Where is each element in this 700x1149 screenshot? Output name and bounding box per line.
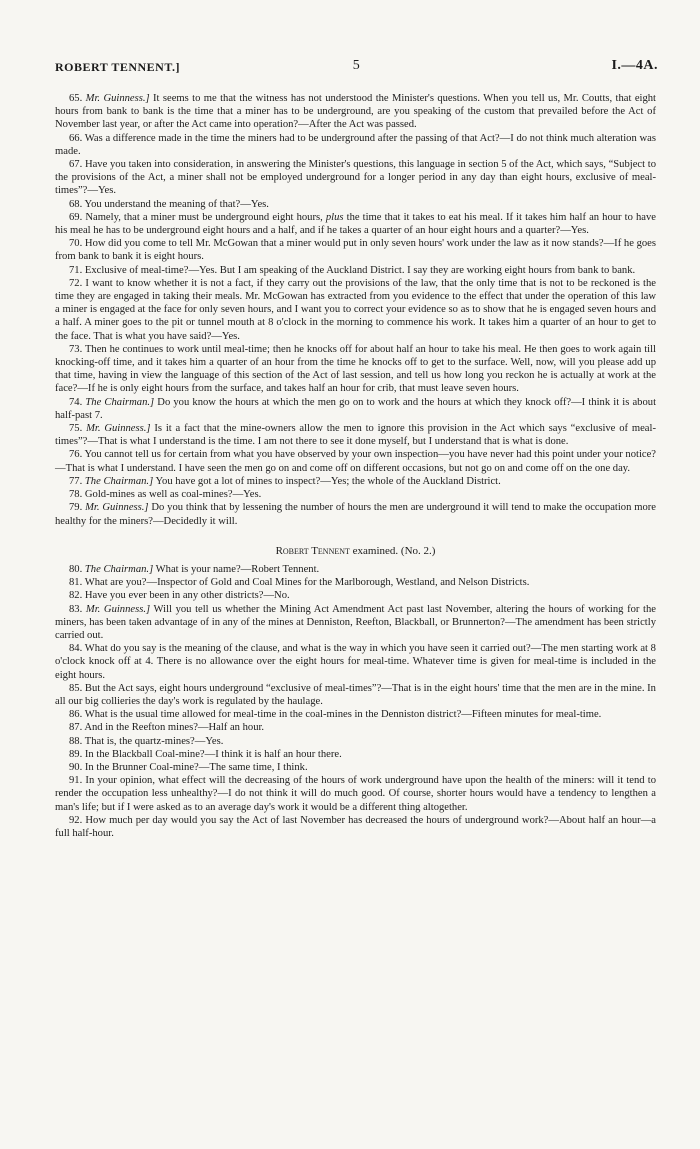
- testimony-paragraph: [55, 448, 656, 474]
- testimony-text: Exclusive of meal-time?—Yes. But I am speaking of the Auckland District. I say they are working eight hours from bank to bank.: [84, 264, 636, 276]
- testimony-text: Namely, that a miner must be underground eight hours, plus the time that it takes to eat his meal. If it takes him half an hour to have his meal he has to be underground eight hours and a half, and if he takes a quarter of an hour eight hours and a quarter?—Yes.: [55, 211, 656, 237]
- speaker-label: The Chairman.]: [84, 475, 154, 487]
- speaker-label: Mr. Guinness.]: [85, 93, 150, 104]
- testimony-text: Have you ever been in any other districts?—No.: [84, 590, 290, 602]
- testimony-text: It seems to me that the witness has not understood the Minister's questions. When you tell us, Mr. Coutts, that eight hours from bank to bank is the time that a miner has to be underground, are you speaking of the custom that prevailed before the Act of November last year, or after the Act came into operation?—After the Act was passed.: [55, 93, 657, 131]
- testimony-text: In the Blackball Coal-mine?—I think it is half an hour there.: [84, 748, 342, 760]
- testimony-text: In the Brunner Coal-mine?—The same time, I think.: [84, 761, 308, 773]
- testimony-paragraph: [55, 264, 656, 277]
- document-body: [55, 92, 656, 840]
- question-number: 76.: [69, 449, 83, 461]
- section-heading-rest: examined. (No. 2.): [349, 544, 436, 557]
- question-number: 84.: [69, 643, 83, 655]
- testimony-section-2: [55, 563, 656, 840]
- testimony-text: You have got a lot of mines to inspect?—Yes; the whole of the Auckland District.: [153, 475, 501, 487]
- testimony-text: But the Act says, eight hours underground “exclusive of meal-times”?—That is in the eight hours' time that the men are in the mine. In all our big collieries the day's work is regulated by the haulage.: [55, 682, 656, 707]
- question-number: 82.: [69, 590, 83, 602]
- testimony-paragraph: [55, 682, 656, 708]
- testimony-text: And in the Reefton mines?—Half an hour.: [84, 722, 265, 734]
- question-number: 69.: [69, 211, 83, 223]
- testimony-text: Do you think that by lessening the number of hours the men are underground it will tend to make the occupation more healthy for the miners?—Decidedly it will.: [55, 502, 656, 527]
- speaker-label: Mr. Guinness.]: [86, 423, 151, 435]
- testimony-text: You cannot tell us for certain from what you have observed by your own inspection—you have never had this point under your notice?—That is what I understand. I have seen the men go on and come off on different occasions, but not go on and come off on the one day.: [55, 449, 656, 474]
- running-head: ROBERT TENNENT.]: [55, 60, 180, 74]
- testimony-paragraph: [55, 589, 656, 602]
- question-number: 91.: [69, 775, 83, 787]
- testimony-paragraph: [55, 198, 656, 211]
- question-number: 68.: [69, 198, 83, 210]
- testimony-text: Will you tell us whether the Mining Act Amendment Act past last November, altering the hours of working for the miners, has been taken advantage of in any of the mines at Denniston, Reefton, Blackball, or Brunnerton?—The amendment has been strictly carried out.: [55, 603, 656, 641]
- question-number: 86.: [69, 709, 83, 721]
- testimony-text: Have you taken into consideration, in answering the Minister's questions, this language in section 5 of the Act, which says, “Subject to the provisions of the Act, a miner shall not be employed underground for a longer period in any day than eight hours, exclusive of meal-times”?—Yes.: [55, 159, 656, 197]
- testimony-paragraph: [55, 475, 656, 488]
- testimony-text: Then he continues to work until meal-time; then he knocks off for about half an hour to take his meal. He then goes to work again till knocking-off time, and it takes him a quarter of an hour from the time he knocks off to get to the surface. Well, now, will you please add up that time, having in view the language of this section of the Act of last session, and tell us how long you reckon he is actually at work at the face?—If he is only eight hours from the surface, and takes half an hour for crib, that must leave seven hours.: [55, 343, 656, 395]
- testimony-text: That is, the quartz-mines?—Yes.: [84, 735, 224, 747]
- testimony-paragraph: [55, 396, 656, 422]
- testimony-text: Is it a fact that the mine-owners allow the men to ignore this provision in the Act which says “exclusive of meal-times”?—That is what I understand is the time. I am not there to see it done myself, but I understand that is what is done.: [55, 423, 656, 448]
- page-number: 5: [352, 58, 361, 73]
- question-number: 70.: [69, 238, 83, 250]
- section-heading: [55, 545, 656, 558]
- speaker-label: Mr. Guinness.]: [85, 603, 151, 615]
- question-number: 67.: [69, 159, 83, 171]
- question-number: 77.: [69, 475, 83, 487]
- paper-reference: I.—4A.: [611, 58, 658, 73]
- testimony-paragraph: [55, 488, 656, 501]
- testimony-text: How much per day would you say the Act of last November has decreased the hours of underground work?—About half an hour—a full half-hour.: [55, 814, 656, 839]
- testimony-paragraph: [55, 642, 656, 682]
- testimony-text: In your opinion, what effect will the decreasing of the hours of work underground have upon the health of the miners: will it tend to render the occupation less unhealthy?—I do not think it will do much good. Of course, shorter hours would have a tendency to lengthen a man's life; but if I were asked as to an average day's work it would be a different thing altogether.: [55, 775, 656, 813]
- question-number: 88.: [69, 735, 83, 747]
- witness-name: Robert Tennent: [275, 544, 350, 557]
- testimony-paragraph: [55, 211, 656, 237]
- testimony-paragraph: [55, 761, 656, 774]
- question-number: 85.: [69, 682, 83, 694]
- question-number: 73.: [69, 343, 83, 355]
- testimony-paragraph: [55, 132, 656, 158]
- testimony-paragraph: [55, 748, 656, 761]
- testimony-paragraph: [55, 774, 656, 814]
- testimony-text: What is the usual time allowed for meal-time in the coal-mines in the Denniston district?—Fifteen minutes for meal-time.: [84, 709, 602, 721]
- testimony-text: What is your name?—Robert Tennent.: [153, 563, 320, 575]
- question-number: 92.: [69, 814, 83, 826]
- testimony-paragraph: [55, 501, 656, 527]
- question-number: 83.: [69, 603, 83, 615]
- testimony-paragraph: [55, 92, 656, 132]
- question-number: 87.: [69, 722, 83, 734]
- question-number: 72.: [69, 277, 83, 289]
- speaker-label: The Chairman.]: [84, 563, 154, 575]
- speaker-label: Mr. Guinness.]: [85, 502, 149, 514]
- testimony-paragraph: [55, 721, 656, 734]
- question-number: 78.: [69, 489, 83, 501]
- testimony-text: Do you know the hours at which the men go on to work and the hours at which they knock off?—I think it is about half-past 7.: [55, 396, 657, 421]
- testimony-paragraph: [55, 563, 656, 576]
- question-number: 81.: [69, 577, 83, 589]
- question-number: 75.: [69, 423, 83, 435]
- question-number: 90.: [69, 761, 83, 773]
- testimony-paragraph: [55, 422, 656, 448]
- testimony-paragraph: [55, 576, 656, 589]
- testimony-text: Was a difference made in the time the miners had to be underground after the passing of that Act?—I do not think much alteration was made.: [55, 132, 656, 157]
- page-header: [55, 60, 658, 76]
- question-number: 89.: [69, 748, 83, 760]
- question-number: 80.: [69, 563, 83, 575]
- testimony-text: How did you come to tell Mr. McGowan that a miner would put in only seven hours' work under the law as it now stands?—If he goes from bank to bank it is eight hours.: [55, 238, 656, 263]
- testimony-paragraph: [55, 237, 656, 263]
- testimony-text: Gold-mines as well as coal-mines?—Yes.: [84, 489, 262, 501]
- speaker-label: The Chairman.]: [85, 396, 155, 408]
- testimony-text: You understand the meaning of that?—Yes.: [84, 198, 269, 210]
- question-number: 71.: [69, 264, 83, 276]
- testimony-paragraph: [55, 158, 656, 198]
- testimony-text: What are you?—Inspector of Gold and Coal Mines for the Marlborough, Westland, and Nelson Districts.: [84, 577, 530, 589]
- testimony-paragraph: [55, 603, 656, 643]
- testimony-section-1: [55, 92, 656, 528]
- testimony-paragraph: [55, 735, 656, 748]
- testimony-text: What do you say is the meaning of the clause, and what is the way in which you have seen it carried out?—The men starting work at 8 o'clock knock off at 4. There is no allowance over the eight hours for meal-time. Whatever time is given for meal-time is included in the eight hours.: [55, 643, 656, 681]
- question-number: 66.: [69, 132, 83, 144]
- question-number: 79.: [69, 502, 83, 514]
- question-number: 65.: [69, 93, 83, 104]
- testimony-text: I want to know whether it is not a fact, if they carry out the provisions of the law, that the only time that is not to be reckoned is the time they are engaged in taking their meals. Mr. McGowan has extracted from you evidence to the effect that under the operation of this law a miner is engaged at the face for only seven hours, and I want you to correct your evidence so as to show that he is engaged seven hours and a half. A miner goes to the pit or tunnel mouth at 8 o'clock in the morning to commence his work. It takes him a quarter of an hour to get to the face. That is what you have said?—Yes.: [55, 277, 656, 342]
- testimony-paragraph: [55, 277, 656, 343]
- testimony-paragraph: [55, 708, 656, 721]
- testimony-paragraph: [55, 343, 656, 396]
- testimony-paragraph: [55, 814, 656, 840]
- question-number: 74.: [69, 396, 83, 408]
